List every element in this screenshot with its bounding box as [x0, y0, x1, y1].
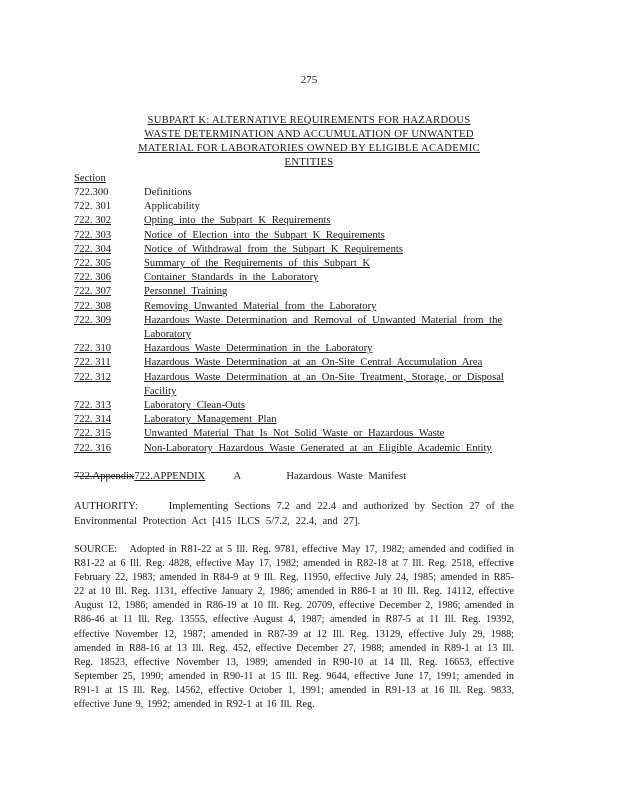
toc-section-title: [144, 427, 534, 441]
toc-rows: [74, 186, 534, 456]
toc-section-title-text: Hazardous Waste Determination at an On-Site Treatment, Storage, or Disposal Facility: [144, 371, 504, 397]
subpart-title-line: SUBPART K: ALTERNATIVE REQUIREMENTS FOR HAZARDOUS: [147, 115, 471, 126]
toc-section-title-text: Definitions: [144, 187, 192, 198]
subpart-title: [100, 114, 518, 170]
toc-row: [74, 257, 534, 271]
toc-section-title-text: Hazardous Waste Determination in the Laboratory: [144, 343, 373, 355]
toc-section-title: [144, 243, 534, 257]
toc-section-number: 722.300: [74, 187, 109, 198]
page-number: 275: [300, 74, 318, 86]
toc-row: [74, 342, 534, 356]
toc-row: [74, 413, 534, 427]
subpart-title-line: WASTE DETERMINATION AND ACCUMULATION OF UNWANTED: [144, 129, 474, 140]
toc-section-title-text: Hazardous Waste Determination at an On-Site Central Accumulation Area: [144, 357, 483, 369]
toc-row: [74, 214, 534, 228]
toc-section-title-text: Personnel Training: [144, 286, 228, 298]
toc-row: [74, 186, 534, 200]
toc-row: [74, 371, 534, 399]
toc-section-title-text: Laboratory Management Plan: [144, 414, 277, 426]
subpart-title-line: MATERIAL FOR LABORATORIES OWNED BY ELIGIBLE ACADEMIC: [138, 143, 480, 154]
toc-section-title: [144, 214, 534, 228]
table-of-contents: [74, 172, 534, 456]
toc-section-number: 722. 313: [74, 400, 112, 412]
toc-section-title: [144, 300, 534, 314]
toc-row: [74, 271, 534, 285]
toc-header: Section: [74, 173, 106, 184]
toc-section-title: [144, 229, 534, 243]
toc-row: [74, 243, 534, 257]
toc-section-number: 722. 311: [74, 357, 111, 369]
toc-section-title: [144, 413, 534, 427]
toc-section-number: 722. 302: [74, 215, 112, 227]
toc-section-title: [144, 186, 534, 200]
toc-row: [74, 229, 534, 243]
toc-row: [74, 314, 534, 342]
authority-paragraph: [74, 500, 514, 529]
toc-section-title: [144, 342, 534, 356]
toc-section-number: 722. 310: [74, 343, 112, 355]
toc-section-title-text: Non-Laboratory Hazardous Waste Generated at an Eligible Academic Entity: [144, 442, 492, 454]
toc-section-title-text: Hazardous Waste Determination and Removal of Unwanted Material from the Laboratory: [144, 314, 503, 341]
toc-section-number: 722. 309: [74, 314, 112, 326]
toc-section-number: 722. 315: [74, 428, 112, 440]
toc-section-number: 722. 305: [74, 258, 112, 270]
toc-section-title: [144, 200, 534, 214]
toc-section-number: 722. 312: [74, 371, 112, 383]
toc-row: [74, 442, 534, 456]
toc-section-title-text: Container Standards in the Laboratory: [144, 272, 319, 284]
toc-section-title: [144, 314, 534, 342]
toc-section-number: 722. 307: [74, 286, 112, 298]
toc-section-title-text: Summary of the Requirements of this Subpart K: [144, 258, 371, 270]
toc-section-number: 722. 316: [74, 442, 112, 454]
source-text: Adopted in R81-22 at 5 Ill. Reg. 9781, effective May 17, 1982; amended and codified in R81-22 at 6 Ill. Reg. 4828, effective May 17, 1982; amended in R82-18 at 7 Ill. Reg. 2518, effective February 22, 1983; amended in R84-9 at 9 Ill. Reg. 11950, effective July 24, 1985; amended in R85-22 at 10 Ill. Reg. 1131, effective January 2, 1986; amended in R86-1 at 10 Ill. Reg. 14112, effective August 12, 1986; amended in R86-19 at 10 Ill. Reg. 20709, effective December 2, 1986; amended in R86-46 at 11 Ill. Reg. 13555, effective August 4, 1987; amended in R87-5 at 11 Ill. Reg. 19392, effective November 12, 1987; amended in R87-39 at 12 Ill. Reg. 13129, effective July 29, 1988; amended in R88-16 at 13 Ill. Reg. 452, effective December 27, 1988; amended in R89-1 at 13 Ill. Reg. 18523, effective November 13, 1989; amended in R90-10 at 14 Ill. Reg. 16653, effective September 25, 1990; amended in R90-11 at 15 Ill. Reg. 9644, effective June 17, 1991; amended in R91-1 at 15 Ill. Reg. 14562, effective October 1, 1991; amended in R91-13 at 16 Ill. Reg. 9833, effective June 9, 1992; amended in R92-1 at 16 Ill. Reg.: [74, 544, 514, 711]
subpart-title-line: ENTITIES: [284, 157, 334, 168]
toc-section-title-text: Notice of Withdrawal from the Subpart K Requirements: [144, 243, 403, 255]
toc-section-number: 722. 304: [74, 243, 112, 255]
toc-section-title-text: Removing Unwanted Material from the Laboratory: [144, 300, 377, 312]
toc-row: [74, 285, 534, 299]
authority-text: Implementing Sections 7.2 and 22.4 and authorized by Section 27 of the Environmental Protection Act [415 ILCS 5/7.2, 22.4, and 27].: [74, 501, 514, 527]
toc-section-title: [144, 271, 534, 285]
toc-row: [74, 427, 534, 441]
appendix-title: Hazardous Waste Manifest: [286, 471, 407, 482]
toc-section-number: 722. 314: [74, 414, 112, 426]
toc-section-title: [144, 285, 534, 299]
toc-section-title: [144, 257, 534, 271]
source-label: SOURCE:: [74, 544, 118, 555]
toc-section-number: 722. 301: [74, 201, 112, 213]
toc-section-title: [144, 399, 534, 413]
appendix-new-label: 722.APPENDIX: [134, 471, 206, 482]
authority-label: AUTHORITY:: [74, 501, 138, 512]
toc-section-number: 722. 303: [74, 229, 112, 241]
toc-section-number: 722. 306: [74, 272, 112, 284]
source-paragraph: [74, 543, 514, 712]
toc-section-title: [144, 442, 534, 456]
toc-row: [74, 300, 534, 314]
toc-row: [74, 399, 534, 413]
appendix-line: [74, 471, 534, 482]
toc-section-title-text: Notice of Election into the Subpart K Requirements: [144, 229, 385, 241]
toc-section-title-text: Opting into the Subpart K Requirements: [144, 215, 331, 227]
toc-row: [74, 200, 534, 214]
toc-section-title-text: Laboratory Clean-Outs: [144, 400, 245, 412]
appendix-struck-label: 722.Appendix: [74, 471, 135, 482]
toc-section-title: [144, 356, 534, 370]
toc-section-title-text: Applicability: [144, 201, 200, 213]
toc-section-title-text: Unwanted Material That Is Not Solid Waste or Hazardous Waste: [144, 428, 445, 440]
appendix-letter: A: [233, 471, 242, 482]
toc-section-number: 722. 308: [74, 300, 112, 312]
toc-section-title: [144, 371, 534, 399]
toc-row: [74, 356, 534, 370]
